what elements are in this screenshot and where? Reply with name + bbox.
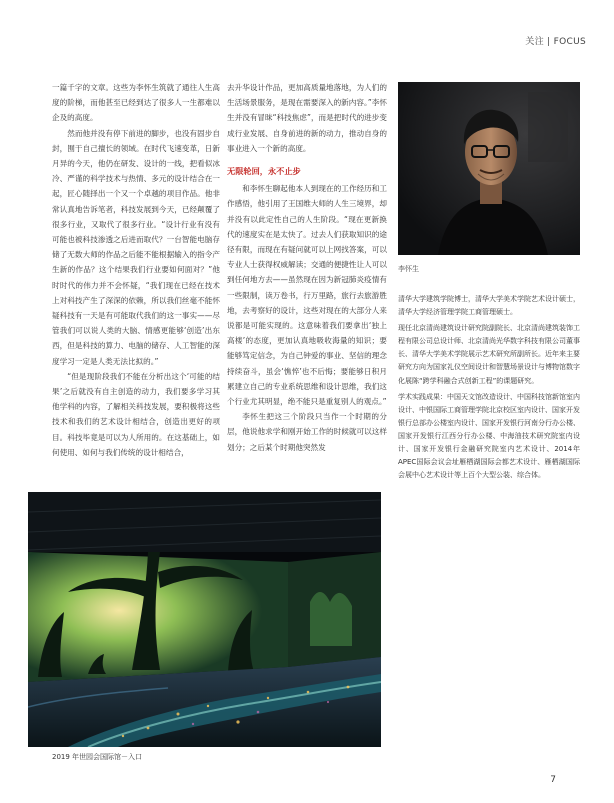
body-paragraph: 一篇千字的文章。这些为李怀生筑就了通往人生高度的阶梯，而他甚至已经到达了很多人一生都难以企及的高度。 xyxy=(52,83,220,123)
portrait-caption: 李怀生 xyxy=(398,265,419,273)
photo-caption: 2019 年世园会国际馆－入口 xyxy=(52,753,143,761)
body-paragraph: 李怀生把这三个阶段只当作一个时期的分层，他说他求学和刚开始工作的时候就可以这样划分；之后某个时期他突然发 xyxy=(227,412,387,452)
body-paragraph: “但是现阶段我们不能在分析出这个‘可能的结果’之后就没有自主创造的动力，我们要多学习其他学科的内容，了解相关科技发展，要积极将这些技术和我们的艺术设计相结合，创造出更好的项目。科技毕竟是可以为人所用的。在这基础上，如何使用、如何与我们传统的设计相结合， xyxy=(52,371,220,457)
bio-paragraph: 现任北京清尚建筑设计研究院副院长、北京清尚建筑装饰工程有限公司总设计师、北京清尚光华数字科技有限公司董事长、清华大学美术学院展示艺术研究所副所长。近年来主要研究方向为国家礼仪空间设计和智慧场景设计与博物馆数字化展陈“跨学科融合式创新工程”的课题研究。 xyxy=(398,324,580,385)
bio-paragraph: 清华大学建筑学院博士，清华大学美术学院艺术设计硕士，清华大学经济管理学院工商管理硕士。 xyxy=(398,295,580,317)
section-heading: 无限轮回，永不止步 xyxy=(227,166,301,177)
body-paragraph: 然而他并没有停下前进的脚步，也没有固步自封，囿于自己擅长的领域。在时代飞速变革，日新月异的今天，他仍在研发、设计的一线，把看似冰冷、严谨的科学技术与热情、多元的设计结合在一起，匠心随择出一个又一个卓越的项目作品。他非常认真地告诉笔者，科技发展到今天，已经颠覆了很多行业，又取代了很多行业。“设计行业有没有可能也被科技渗透之后进而取代？一台智能电脑存储了无数大师的作品之后能不能根据输入的指令产生新的作品？这个结果我们行业要如何面对？”他时时代的伟力并不会怀疑，“我们现在已经在技术上对科技产生了深深的依赖，所以我们丝毫不能怀疑科技有一天是有可能取代我们的这一事实——尽管我们可以说人类的大脑、情感更能够‘创造’出东西，但是科技的算力、电脑的储存、人工智能的深度学习一定是人类无法比拟的。” xyxy=(52,128,220,366)
body-paragraph: 去升华设计作品，更加高质量地落地，为人们的生活场景服务，是现在需要深入的新内容。”李怀生并没有冒昧“科技焦虑”，而是把时代的进步变成行业发展、自身前进的新的动力，推动自身的事业进入一个新的高度。 xyxy=(227,83,387,153)
column-2-body xyxy=(227,181,387,455)
article-column-2 xyxy=(227,80,387,455)
exhibition-photo xyxy=(28,492,381,747)
article-column-1 xyxy=(52,80,220,460)
portrait-illustration xyxy=(398,82,580,255)
column-2-intro xyxy=(227,80,387,156)
bio-paragraph: 学术实践成果：中国天文馆改造设计、中国科技馆新馆室内设计、中银国际工商管理学院北京校区室内设计、国家开发银行总部办公楼室内设计、国家开发银行河南分行办公楼、国家开发银行江西分行办公楼、中海油技术研究院室内设计、国家开发银行金融研究院室内艺术设计、2014年APEC国际会议会址雁栖湖国际会都艺术设计、雁栖湖国际会展中心艺术设计等上百个大型公装、综合体。 xyxy=(398,392,580,480)
page-number: 7 xyxy=(550,775,556,785)
body-paragraph: 和李怀生聊起他本人到现在的工作经历和工作感悟，他引用了王国维大师的人生三境界，却并没有以此定性自己的人生阶段。“现在更新换代的速度实在是太快了。过去人们获取知识的途径有限，而现在有疑问就可以上网找答案，可以专业人士获得权威解读；交通的便捷性让人可以到任何地方去——虽然现在因为新冠肺炎疫情有一些限制，读万卷书，行万里路，旅行去旅游胜地，去考察好的设计，这些对现在的大部分人来说都是可能实现的。这意味着我们要拿出‘独上高楼’的态度，更加认真地吸收海量的知识；要能够笃定信念，为自己钟爱的事业、坚信的理念持续奋斗，虽会‘憔悴’也不后悔；要能够日积月累建立自己的专业系统思维和设计思维，我们这个行业尤其明显，绝不能只是重复别人的观点。” xyxy=(227,184,387,407)
exhibition-illustration xyxy=(28,492,381,747)
bio-column xyxy=(398,293,580,485)
portrait-photo xyxy=(398,82,580,255)
section-tag: 关注 | FOCUS xyxy=(525,37,586,47)
